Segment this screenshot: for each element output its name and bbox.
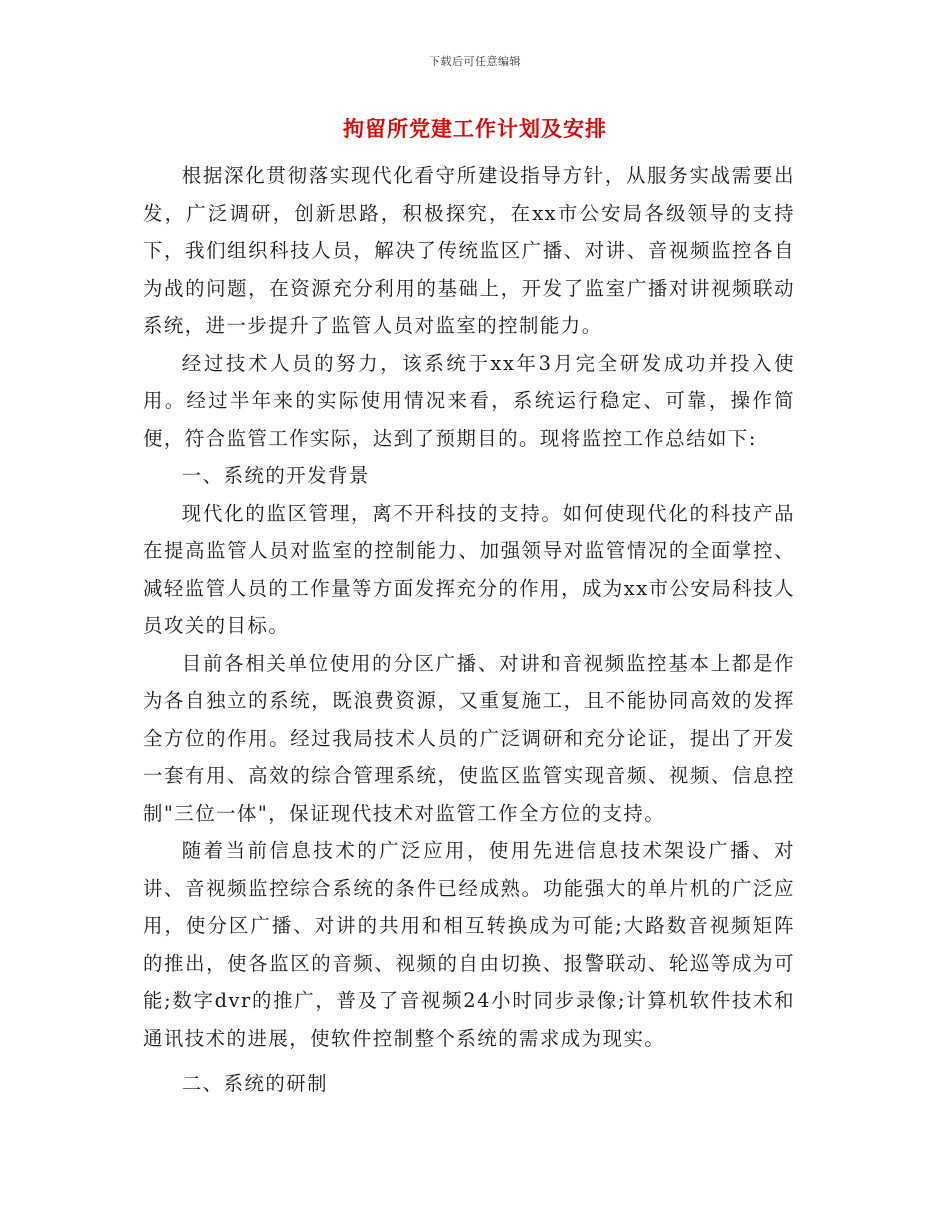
section-heading-background: 一、系统的开发背景 xyxy=(181,464,370,487)
paragraph-progress: 经过技术人员的努力，该系统于xx年3月完全研发成功并投入使用。经过半年来的实际使用情况来看，系统运行稳定、可靠，操作简便，符合监管工作实际，达到了预期目的。现将监控工作总结如下: xyxy=(143,351,795,450)
document-title: 拘留所党建工作计划及安排 xyxy=(343,116,607,141)
section-heading-development: 二、系统的研制 xyxy=(181,1072,329,1095)
header-note: 下载后可任意编辑 xyxy=(429,55,521,68)
paragraph-intro: 根据深化贯彻落实现代化看守所建设指导方针，从服务实战需要出发，广泛调研，创新思路，积极探究，在xx市公安局各级领导的支持下，我们组织科技人员，解决了传统监区广播、对讲、音视频监控各自为战的问题，在资源充分利用的基础上，开发了监室广播对讲视频联动系统，进一步提升了监管人员对监室的控制能力。 xyxy=(143,164,795,337)
paragraph-background-3: 随着当前信息技术的广泛应用，使用先进信息技术架设广播、对讲、音视频监控综合系统的条件已经成熟。功能强大的单片机的广泛应用，使分区广播、对讲的共用和相互转换成为可能;大路数音视频矩阵的推出，使各监区的音频、视频的自由切换、报警联动、轮巡等成为可能;数字dvr的推广，普及了音视频24小时同步录像;计算机软件技术和通讯技术的进展，使软件控制整个系统的需求成为现实。 xyxy=(143,839,795,1050)
paragraph-background-2: 目前各相关单位使用的分区广播、对讲和音视频监控基本上都是作为各自独立的系统，既浪费资源，又重复施工，且不能协同高效的发挥全方位的作用。经过我局技术人员的广泛调研和充分论证，提出了开发一套有用、高效的综合管理系统，使监区监管实现音频、视频、信息控制"三位一体"，保证现代技术对监管工作全方位的支持。 xyxy=(143,651,795,825)
paragraph-background-1: 现代化的监区管理，离不开科技的支持。如何使现代化的科技产品在提高监管人员对监室的控制能力、加强领导对监管情况的全面掌控、减轻监管人员的工作量等方面发挥充分的作用，成为xx市公安局科技人员攻关的目标。 xyxy=(143,501,795,637)
document-body xyxy=(143,157,795,1103)
